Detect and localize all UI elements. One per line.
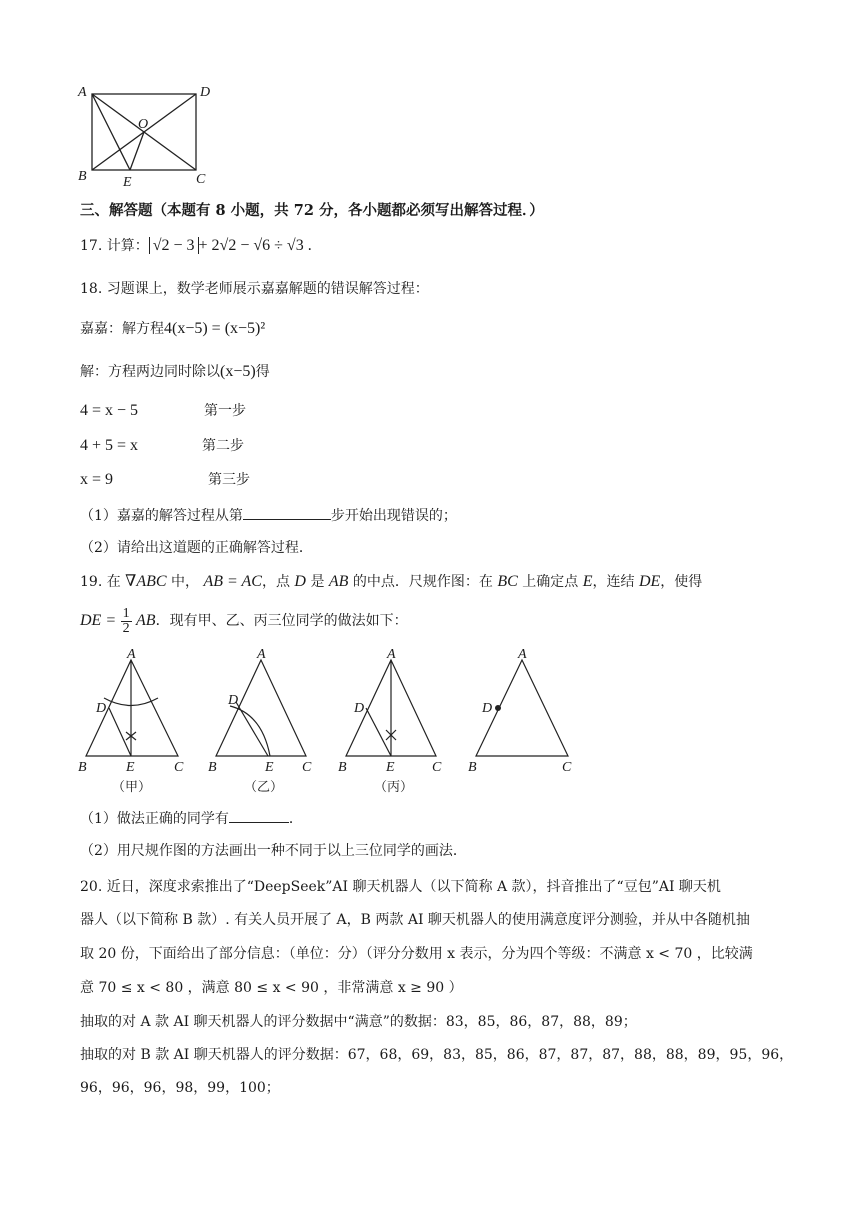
q17 <box>80 236 312 256</box>
q19-line2-text: ．现有甲、乙、丙三位同学的做法如下： <box>155 613 408 629</box>
q18-problem-prefix: 嘉嘉：解方程 <box>80 321 164 337</box>
q20-line6: 抽取的对 B 款 AI 聊天机器人的评分数据：67，68，69，83，85，86，87，87，87，88，88，89，95，96， <box>80 1047 794 1063</box>
blank-d: D <box>482 701 493 716</box>
bing-d: D <box>354 701 365 716</box>
blank-c: C <box>562 760 572 775</box>
q19-part1-b: ． <box>288 811 303 827</box>
q19-frac-den: 2 <box>122 620 130 636</box>
q19-part2: （2）用尺规作图的方法画出一种不同于以上三位同学的画法． <box>80 843 467 859</box>
q19-d: D <box>294 573 306 590</box>
yi-b: B <box>208 760 217 775</box>
q19-de: DE <box>638 573 661 590</box>
q18-step1-eq: 4 = x − 5 <box>80 402 139 419</box>
yi-c: C <box>302 760 312 775</box>
q18-step2-eq: 4 + 5 = x <box>80 437 139 454</box>
q20-line5: 抽取的对 A 款 AI 聊天机器人的评分数据中“满意”的数据：83，85，86，87，88，89； <box>80 1014 637 1030</box>
q19-ab: AB <box>328 573 349 590</box>
q19-triangle: ∇ABC <box>125 573 167 590</box>
q19-line1 <box>80 572 702 592</box>
q20-line7: 96，96，96，98，99，100； <box>80 1080 280 1096</box>
q18-step2-label: 第二步 <box>202 438 244 454</box>
label-o: O <box>138 117 149 132</box>
q19-l1c: ，点 <box>261 574 290 590</box>
q20-line4: 意 70 ≤ x < 80 ，满意 80 ≤ x < 90 ，非常满意 x ≥ 90 ） <box>80 980 463 996</box>
jia-c: C <box>174 760 184 775</box>
q19-line2 <box>80 604 408 638</box>
yi-a: A <box>257 647 266 662</box>
q18-part1-a: （1）嘉嘉的解答过程从第 <box>80 508 243 524</box>
bing-c: C <box>432 760 442 775</box>
jia-b: B <box>78 760 87 775</box>
q17-rest: + 2√2 − √6 ÷ √3 . <box>198 237 312 254</box>
q19-l1a: 19. 在 <box>80 574 121 590</box>
caption-yi: （乙） <box>244 780 284 795</box>
q18-problem-eq: 4(x−5) = (x−5)² <box>164 320 266 337</box>
jia-a: A <box>127 647 136 662</box>
q18-step3-label: 第三步 <box>208 472 250 488</box>
q19-l1b: 中， <box>171 574 200 590</box>
section-title: 三、解答题（本题有 8 小题，共 72 分，各小题都必须写出解答过程．） <box>80 202 544 219</box>
triangle-yi <box>204 646 320 796</box>
q20-line3: 取 20 份，下面给出了部分信息：（单位：分）（评分分数用 x 表示，分为四个等级：不满意 x < 70 ，比较满 <box>80 946 753 962</box>
q18-step3-eq: x = 9 <box>80 471 114 488</box>
triangle-jia <box>76 646 192 796</box>
q19-e: E <box>582 573 593 590</box>
q19-eq: AB = AC <box>203 573 262 590</box>
q18-part1-b: 步开始出现错误的； <box>330 508 457 524</box>
jia-e: E <box>126 760 135 775</box>
q19-fraction <box>121 607 132 636</box>
q18-answer-blank[interactable] <box>243 505 331 520</box>
yi-e: E <box>265 760 274 775</box>
rectangle-figure <box>74 82 214 192</box>
jia-d: D <box>96 701 107 716</box>
label-a: A <box>78 85 87 100</box>
q18-problem <box>80 319 265 339</box>
q19-l1k: ，连结 <box>592 574 635 590</box>
q19-frac-num: 1 <box>122 605 130 621</box>
q18-solution <box>80 362 270 382</box>
blank-a: A <box>518 647 527 662</box>
q20-line1: 20. 近日，深度求索推出了“DeepSeek”AI 聊天机器人（以下简称 A 款），抖音推出了“豆包”AI 聊天机 <box>80 879 721 895</box>
triangle-blank <box>462 646 578 796</box>
yi-d: D <box>228 693 239 708</box>
caption-jia: （甲） <box>112 780 152 795</box>
label-d: D <box>200 85 211 100</box>
q18-solution-suffix: 得 <box>255 364 270 380</box>
bing-b: B <box>338 760 347 775</box>
q18-part1 <box>80 505 457 526</box>
label-b: B <box>78 169 87 184</box>
q20-line2: 器人（以下简称 B 款）. 有关人员开展了 A，B 两款 AI 聊天机器人的使用满意度评分测验，并从中各随机抽 <box>80 912 750 928</box>
q19-part1-a: （1）做法正确的同学有 <box>80 811 229 827</box>
q19-l1m: ，使得 <box>660 574 703 590</box>
bing-e: E <box>386 760 395 775</box>
q19-de-lhs: DE = <box>80 612 117 629</box>
q19-l1e: 是 <box>310 574 325 590</box>
blank-b: B <box>468 760 477 775</box>
caption-bing: （丙） <box>374 780 414 795</box>
bing-a: A <box>387 647 396 662</box>
label-c: C <box>196 172 206 187</box>
label-e: E <box>123 175 132 190</box>
q18-intro: 18. 习题课上，数学老师展示嘉嘉解题的错误解答过程： <box>80 281 429 297</box>
q19-answer-blank[interactable] <box>229 808 289 823</box>
q18-solution-prefix: 解：方程两边同时除以 <box>80 364 220 380</box>
q18-solution-div: (x−5) <box>220 363 256 380</box>
q19-part1 <box>80 808 303 829</box>
q19-bc: BC <box>497 573 518 590</box>
q18-part2: （2）请给出这道题的正确解答过程． <box>80 540 313 556</box>
triangle-bing <box>334 646 450 796</box>
q19-l1g: 的中点．尺规作图：在 <box>352 574 493 590</box>
q17-number: 17. 计算： <box>80 238 149 254</box>
q18-step1-label: 第一步 <box>204 403 246 419</box>
q17-abs: √2 − 3 <box>149 237 199 254</box>
q19-l1i: 上确定点 <box>522 574 579 590</box>
q19-ab-rhs: AB <box>136 612 156 629</box>
